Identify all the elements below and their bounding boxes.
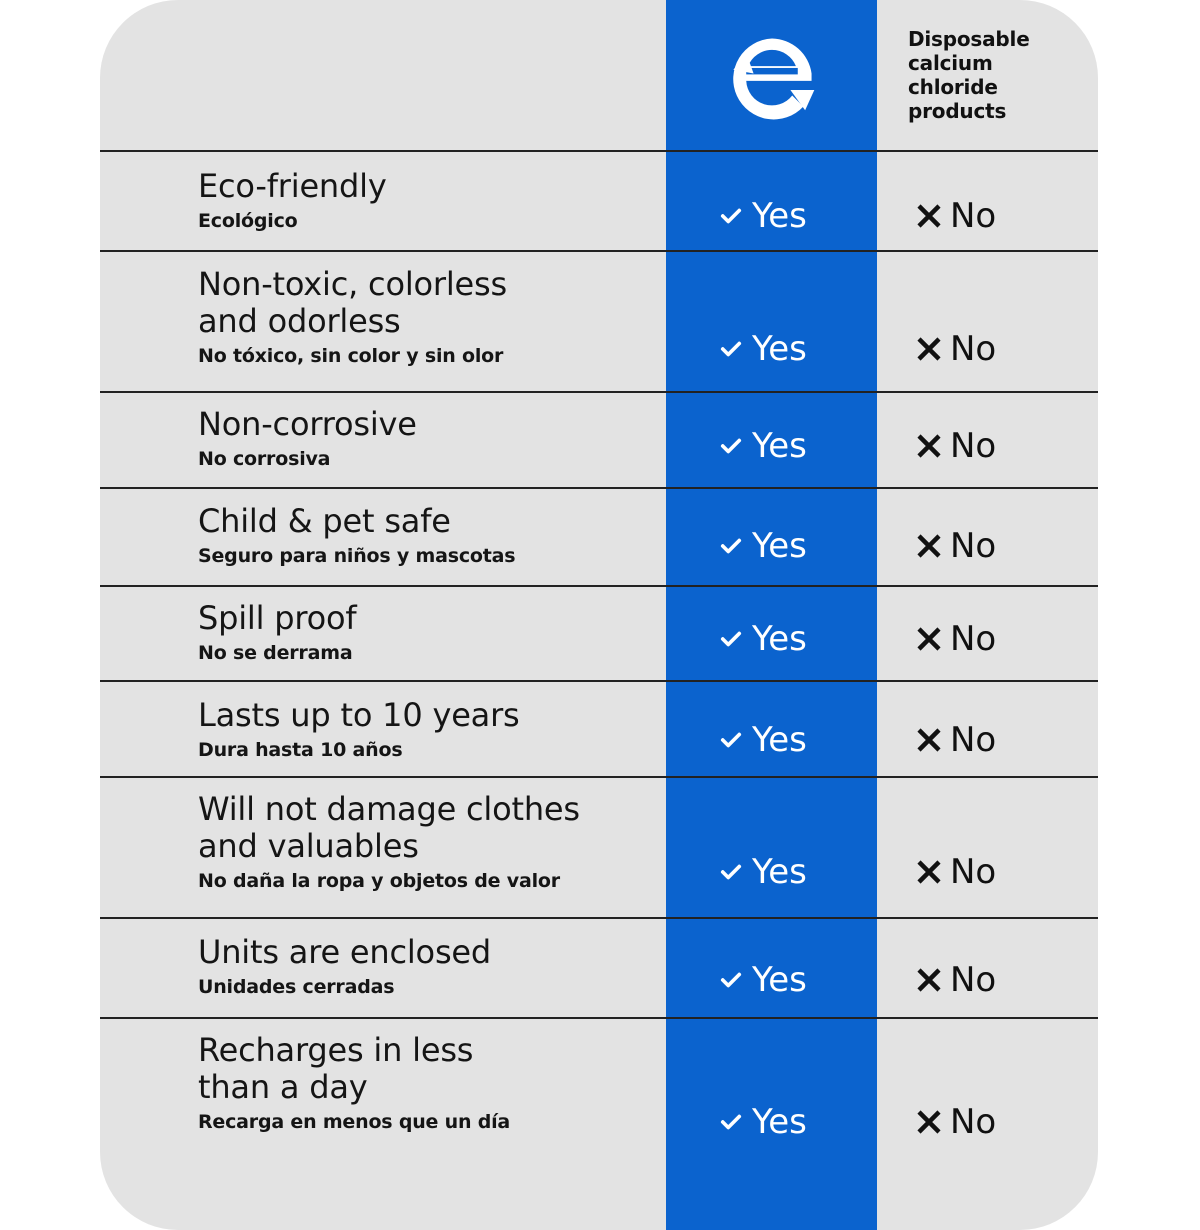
check-icon [720, 861, 742, 883]
row-divider [100, 150, 1098, 152]
cross-icon [914, 624, 944, 654]
cross-icon [914, 965, 944, 995]
cross-icon [914, 201, 944, 231]
yes-label: Yes [752, 426, 807, 466]
yes-label: Yes [752, 852, 807, 892]
yes-label: Yes [752, 1102, 807, 1142]
cross-icon [914, 1107, 944, 1137]
feature-label [198, 791, 658, 893]
row-divider [100, 1017, 1098, 1019]
yes-cell [720, 619, 870, 659]
feature-label-spanish: No corrosiva [198, 448, 331, 470]
yes-cell [720, 196, 870, 236]
no-label: No [950, 426, 997, 466]
feature-label-english: Spill proof [198, 599, 357, 637]
feature-label [198, 266, 658, 368]
no-label: No [950, 852, 997, 892]
feature-label-english: Units are enclosed [198, 933, 492, 971]
feature-label-spanish: Ecológico [198, 210, 298, 232]
no-label: No [950, 619, 997, 659]
check-icon [720, 1111, 742, 1133]
check-icon [720, 338, 742, 360]
yes-cell [720, 526, 870, 566]
feature-label-spanish: Seguro para niños y mascotas [198, 545, 516, 567]
feature-label-english: Lasts up to 10 years [198, 696, 520, 734]
yes-cell [720, 426, 870, 466]
yes-label: Yes [752, 960, 807, 1000]
check-icon [720, 969, 742, 991]
cross-icon [914, 334, 944, 364]
yes-label: Yes [752, 526, 807, 566]
feature-label [198, 697, 658, 762]
cross-icon [914, 725, 944, 755]
yes-cell [720, 329, 870, 369]
check-icon [720, 435, 742, 457]
feature-label-spanish: Unidades cerradas [198, 976, 395, 998]
cross-icon [914, 431, 944, 461]
header-row [100, 0, 1098, 151]
no-cell [914, 426, 1054, 466]
feature-label-spanish: No daña la ropa y objetos de valor [198, 870, 560, 892]
feature-row [100, 1018, 1098, 1200]
yes-label: Yes [752, 329, 807, 369]
check-icon [720, 535, 742, 557]
row-divider [100, 250, 1098, 252]
feature-row [100, 488, 1098, 586]
no-label: No [950, 329, 997, 369]
no-cell [914, 329, 1054, 369]
no-cell [914, 196, 1054, 236]
row-divider [100, 917, 1098, 919]
comparison-card [100, 0, 1098, 1230]
no-cell [914, 1102, 1054, 1142]
feature-label-spanish: No tóxico, sin color y sin olor [198, 345, 504, 367]
no-cell [914, 526, 1054, 566]
comparison-column-title: Disposable calcium chloride products [908, 27, 1030, 123]
no-label: No [950, 960, 997, 1000]
feature-label-english: Non-toxic, colorless and odorless [198, 265, 507, 340]
feature-label-spanish: Recarga en menos que un día [198, 1111, 511, 1133]
no-label: No [950, 720, 997, 760]
feature-row [100, 251, 1098, 392]
feature-label-english: Recharges in less than a day [198, 1031, 474, 1106]
row-divider [100, 585, 1098, 587]
feature-label [198, 934, 658, 999]
feature-row [100, 777, 1098, 918]
yes-label: Yes [752, 619, 807, 659]
feature-label [198, 406, 658, 471]
no-cell [914, 960, 1054, 1000]
no-cell [914, 720, 1054, 760]
eva-dry-logo-icon [726, 33, 818, 125]
no-cell [914, 852, 1054, 892]
feature-row [100, 586, 1098, 681]
feature-label-spanish: No se derrama [198, 642, 353, 664]
feature-label-spanish: Dura hasta 10 años [198, 739, 403, 761]
feature-label-english: Will not damage clothes and valuables [198, 790, 580, 865]
feature-label-english: Eco-friendly [198, 167, 387, 205]
no-label: No [950, 196, 997, 236]
yes-label: Yes [752, 196, 807, 236]
feature-label [198, 168, 658, 233]
yes-cell [720, 960, 870, 1000]
cross-icon [914, 531, 944, 561]
check-icon [720, 628, 742, 650]
no-cell [914, 619, 1054, 659]
cross-icon [914, 857, 944, 887]
feature-label-english: Child & pet safe [198, 502, 451, 540]
yes-cell [720, 1102, 870, 1142]
yes-label: Yes [752, 720, 807, 760]
row-divider [100, 487, 1098, 489]
row-divider [100, 680, 1098, 682]
row-divider [100, 391, 1098, 393]
check-icon [720, 205, 742, 227]
feature-row [100, 681, 1098, 777]
feature-row [100, 151, 1098, 251]
no-label: No [950, 526, 997, 566]
feature-label [198, 1032, 658, 1134]
feature-row [100, 918, 1098, 1018]
check-icon [720, 729, 742, 751]
yes-cell [720, 720, 870, 760]
feature-label [198, 503, 658, 568]
row-divider [100, 776, 1098, 778]
no-label: No [950, 1102, 997, 1142]
feature-label [198, 600, 658, 665]
yes-cell [720, 852, 870, 892]
feature-row [100, 392, 1098, 488]
feature-label-english: Non-corrosive [198, 405, 417, 443]
